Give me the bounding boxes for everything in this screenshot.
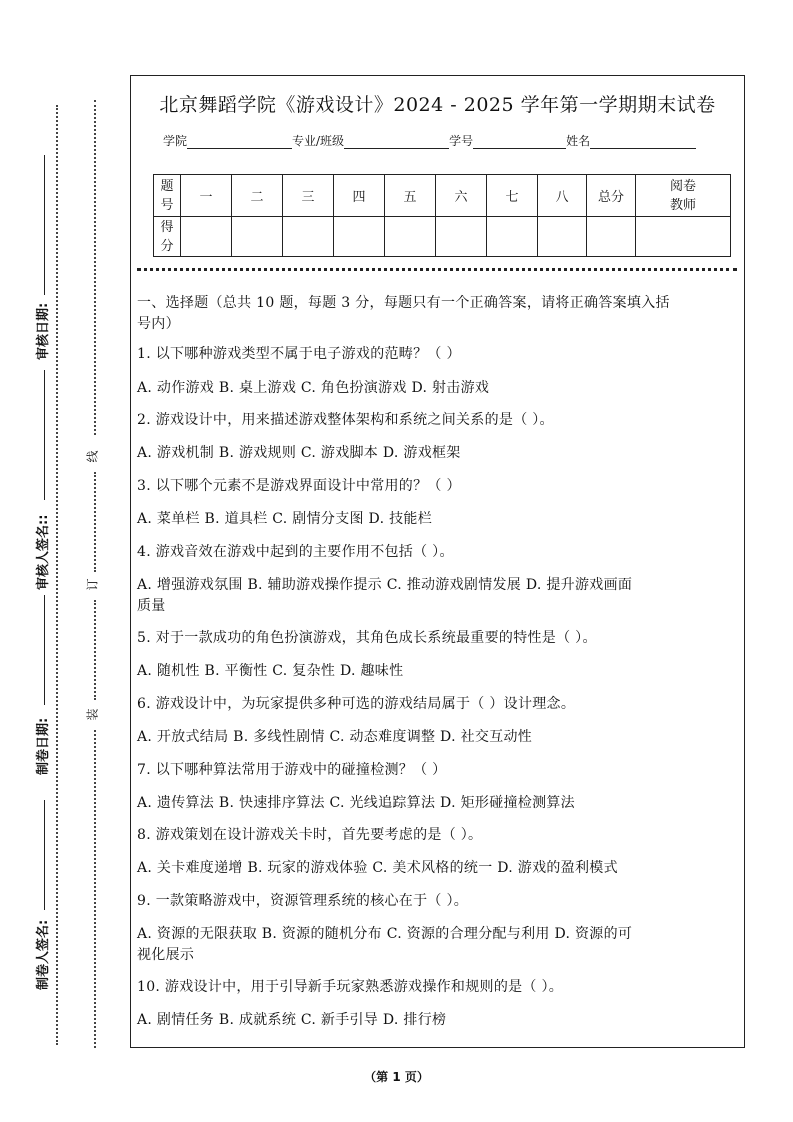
question-8: 8. 游戏策划在设计游戏关卡时，首先要考虑的是（ ）。 (137, 827, 483, 843)
question-9: 9. 一款策略游戏中，资源管理系统的核心在于（ ）。 (137, 893, 469, 909)
answer-options-10: A. 剧情任务 B. 成就系统 C. 新手引导 D. 排行榜 (137, 1012, 447, 1028)
answer-options-5: A. 随机性 B. 平衡性 C. 复杂性 D. 趣味性 (137, 663, 404, 679)
answer-options-6: A. 开放式结局 B. 多线性剧情 C. 动态难度调整 D. 社交互动性 (137, 729, 533, 745)
answer-options-1: A. 动作游戏 B. 桌上游戏 C. 角色扮演游戏 D. 射击游戏 (137, 380, 490, 396)
inner-dotted-line-4 (94, 730, 96, 1048)
score-cell[interactable] (385, 217, 436, 257)
question-6: 6. 游戏设计中，为玩家提供多种可选的游戏结局属于（ ）设计理念。 (137, 696, 576, 712)
binding-margin (0, 0, 130, 1122)
question-2: 2. 游戏设计中，用来描述游戏整体架构和系统之间关系的是（ ）。 (137, 412, 554, 428)
question-3: 3. 以下哪个元素不是游戏界面设计中常用的？（ ） (137, 478, 461, 494)
inner-dotted-line-1 (94, 100, 96, 435)
review-date-line (44, 155, 45, 295)
question-1: 1. 以下哪种游戏类型不属于电子游戏的范畴？（ ） (137, 346, 461, 362)
answer-options-9: A. 资源的无限获取 B. 资源的随机分布 C. 资源的合理分配与利用 D. 资源的可 视化展示 (137, 926, 633, 963)
question-10: 10. 游戏设计中，用于引导新手玩家熟悉游戏操作和规则的是（ ）。 (137, 979, 564, 995)
column-5: 五 (385, 175, 436, 217)
make-date-label: 制卷日期: (36, 717, 51, 775)
score-cell[interactable] (232, 217, 283, 257)
score-row-header: 得 分 (154, 217, 181, 257)
college-field[interactable] (187, 134, 292, 149)
inner-dotted-line-2 (94, 472, 96, 572)
score-cell[interactable] (487, 217, 538, 257)
name-field[interactable] (590, 134, 696, 149)
name-label: 姓名 (566, 134, 591, 148)
student-id-label: 学号 (449, 134, 474, 148)
answer-options-3: A. 菜单栏 B. 道具栏 C. 剧情分支图 D. 技能栏 (137, 511, 432, 527)
column-total: 总分 (587, 175, 636, 217)
column-2: 二 (232, 175, 283, 217)
dotted-divider (137, 268, 737, 271)
score-cell[interactable] (181, 217, 232, 257)
student-info-row (163, 132, 696, 149)
column-4: 四 (334, 175, 385, 217)
column-1: 一 (181, 175, 232, 217)
maker-sign-line (44, 800, 45, 910)
question-7: 7. 以下哪种算法常用于游戏中的碰撞检测？（ ） (137, 762, 447, 778)
column-6: 六 (436, 175, 487, 217)
score-cell[interactable] (538, 217, 587, 257)
reviewer-header: 阅卷 教师 (636, 175, 731, 217)
answer-options-2: A. 游戏机制 B. 游戏规则 C. 游戏脚本 D. 游戏框架 (137, 445, 461, 461)
column-3: 三 (283, 175, 334, 217)
score-cell[interactable] (436, 217, 487, 257)
make-date-line (44, 595, 45, 705)
seal-char: 装 (85, 708, 100, 721)
student-id-field[interactable] (473, 134, 566, 149)
major-field[interactable] (344, 134, 449, 149)
answer-options-4: A. 增强游戏氛围 B. 辅助游戏操作提示 C. 推动游戏剧情发展 D. 提升游戏画面 质量 (137, 577, 633, 614)
major-label: 专业/班级 (292, 134, 345, 148)
question-5: 5. 对于一款成功的角色扮演游戏，其角色成长系统最重要的特性是（ ）。 (137, 630, 597, 646)
question-number-header: 题 号 (154, 175, 181, 217)
inner-dotted-line-3 (94, 600, 96, 700)
page-number: （第 1 页） (364, 1070, 429, 1084)
question-4: 4. 游戏音效在游戏中起到的主要作用不包括（ ）。 (137, 544, 454, 560)
line-char: 线 (85, 450, 100, 463)
reviewer-sign-label: 审核人签名:: (36, 514, 51, 590)
column-8: 八 (538, 175, 587, 217)
score-table (153, 174, 731, 257)
score-cell[interactable] (283, 217, 334, 257)
college-label: 学院 (163, 134, 188, 148)
review-date-label: 审核日期: (36, 302, 51, 360)
answer-options-7: A. 遗传算法 B. 快速排序算法 C. 光线追踪算法 D. 矩形碰撞检测算法 (137, 795, 575, 811)
column-7: 七 (487, 175, 538, 217)
reviewer-cell[interactable] (636, 217, 731, 257)
score-cell-total[interactable] (587, 217, 636, 257)
outer-dotted-cut-line (56, 105, 58, 1045)
reviewer-sign-line (44, 370, 45, 500)
exam-frame (130, 75, 745, 1048)
score-cell[interactable] (334, 217, 385, 257)
section-heading: 一、选择题（总共 10 题，每题 3 分，每题只有一个正确答案，请将正确答案填入括 号内） (137, 295, 670, 332)
answer-options-8: A. 关卡难度递增 B. 玩家的游戏体验 C. 美术风格的统一 D. 游戏的盈利模式 (137, 860, 618, 876)
bind-char: 订 (85, 578, 100, 591)
maker-sign-label: 制卷人签名: (36, 919, 51, 990)
exam-title: 北京舞蹈学院《游戏设计》2024 - 2025 学年第一学期期末试卷 (159, 94, 716, 116)
